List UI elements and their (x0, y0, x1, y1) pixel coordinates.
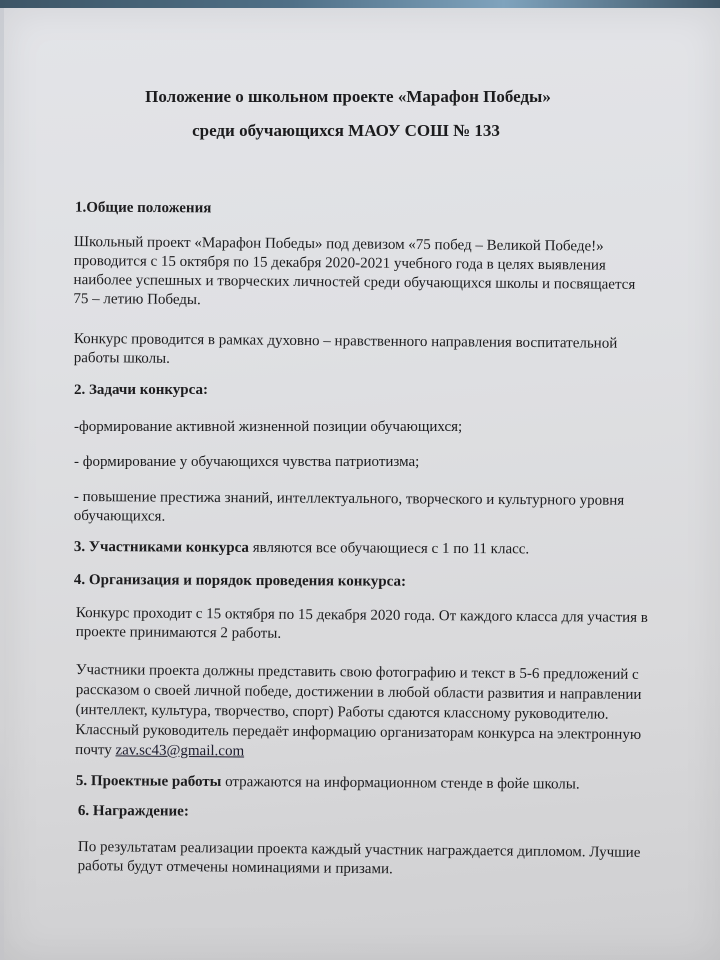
text-line: рассказом о своей личной победе, достижении в любой области развития и направлении (75, 681, 642, 703)
section-4-heading: 4. Организация и порядок проведения конкурса: (73, 572, 407, 590)
section-4-paragraph-2 (75, 660, 642, 765)
text-line: Школьный проект «Марафон Победы» под девизом «75 побед – Великой Победе!» (73, 233, 604, 255)
email-prefix: почту (75, 741, 116, 759)
document-title-line1: Положение о школьном проекте «Марафон Победы» (145, 87, 551, 106)
section-1-heading: 1.Общие положения (74, 199, 212, 217)
section-6-heading: 6. Награждение: (77, 803, 189, 820)
text-line: По результатам реализации проекта каждый участник награждается дипломом. Лучшие (77, 838, 641, 861)
section-2-item-3 (74, 488, 625, 530)
text-line: Конкурс проходит с 15 октября по 15 декабря 2020 года. От каждого класса для участия в (75, 604, 649, 626)
text-line: проводится с 15 октября по 15 декабря 2020-2021 учебного года в целях выявления (73, 252, 606, 274)
section-2-item-1: -формирование активной жизненной позиции обучающихся; (74, 419, 463, 435)
section-5-text: отражаются на информационном стенде в фойе школы. (221, 774, 580, 793)
section-2-item-2: - формирование у обучающихся чувства патриотизма; (74, 454, 420, 470)
text-line: наиболее успешных и творческих личностей среди обучающихся школы и посвящается (73, 271, 636, 293)
text-line: Конкурс проводится в рамках духовно – нравственного направления воспитательной (73, 330, 618, 352)
text-line: работы будут отмечены номинациями и призами. (77, 857, 393, 878)
text-line: (интеллект, культура, творчество, спорт) Работы сдаются классному руководителю. (75, 701, 609, 723)
section-2-heading: 2. Задачи конкурса: (74, 382, 208, 398)
section-5-heading: 5. Проектные работы (75, 773, 222, 791)
text-line: - повышение престижа знаний, интеллектуального, творческого и культурного уровня (73, 488, 625, 509)
text-line: обучающихся. (73, 507, 166, 525)
text-line: проекте принимаются 2 работы. (75, 623, 282, 642)
text-line: Классный руководитель передаёт информацию организаторам конкурса на электронную (75, 721, 642, 743)
section-3-line (74, 538, 529, 559)
section-6-paragraph (78, 838, 641, 882)
text-line: Участники проекта должны представить свою фотографию и текст в 5-6 предложений с (75, 661, 639, 683)
text-line: 75 – летию Победы. (73, 290, 201, 309)
section-1-paragraph-1 (73, 233, 635, 314)
section-4-paragraph-1 (76, 604, 648, 647)
email-link[interactable]: zav.sc43@gmail.com (115, 742, 245, 760)
section-1-paragraph-2 (74, 330, 618, 373)
section-3-text: являются все обучающиеся с 1 по 11 класс. (248, 539, 530, 558)
document-title-line2: среди обучающихся МАОУ СОШ № 133 (192, 121, 500, 140)
section-3-heading: 3. Участниками конкурса (73, 539, 250, 556)
section-5-line (76, 772, 580, 795)
text-line: работы школы. (73, 349, 170, 367)
